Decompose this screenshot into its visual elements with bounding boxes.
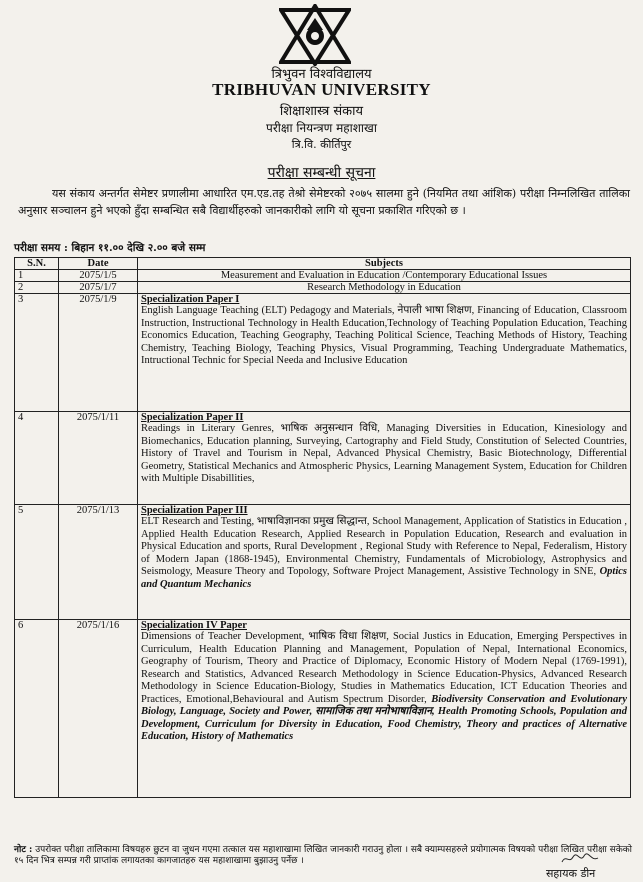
specialization-heading: Specialization IV Paper — [141, 620, 247, 631]
row-sn: 3 — [15, 294, 59, 412]
notice-intro: यस संकाय अन्तर्गत सेमेष्टर प्रणालीमा आधारित एम.एड.तह तेश्रो सेमेष्टरको २०७५ सालमा हुने (नियमित तथा आंशिक) परीक्षा निम्नलिखित तालिका अनुसार सञ्चालन हुने भएको हुँदा सम्बन्धित सबै विद्यार्थीहरुको जानकारीको लागि यो सूचना प्रकाशित गरिएको छ । — [18, 187, 630, 217]
table-row — [15, 505, 631, 620]
notice-title: परीक्षा सम्बन्धी सूचना — [267, 165, 376, 181]
row-subjects-tail: Biodiversity Conservation and Evolutionary Biology, Language, Society and Power, सामाजिक तथा मनोभाषाविज्ञान, Health Promoting Schools, Population and Development, Curriculum for Diversity in Education, Food Chemistry, Theory and practices of Alternative Education, History of Mathematics — [141, 693, 627, 742]
row-date: 2075/1/9 — [59, 294, 138, 412]
row-date: 2075/1/11 — [59, 412, 138, 505]
row-subjects-cell — [138, 620, 631, 798]
row-subjects-cell — [138, 412, 631, 505]
table-row — [15, 412, 631, 505]
row-subjects-cell — [138, 505, 631, 620]
row-subjects: Research Methodology in Education — [138, 282, 631, 294]
faculty-name: शिक्षाशास्त्र संकाय — [279, 104, 364, 119]
university-name-english: TRIBHUVAN UNIVERSITY — [212, 80, 431, 99]
row-sn: 6 — [15, 620, 59, 798]
row-subjects: Dimensions of Teacher Development, भाषिक विधा शिक्षण, Social Justics in Education, Emerging Perspectives in Curriculum, Health Education Planning and Management, Population of Nepal, International Economics, Geography of Tourism, Theory and Practice of Diplomacy, Economic History of Modern Nepal (1769-1991), Research and Statistics, Advanced Research Methodology in Science Education-Physics, Advanced Research Methodology in Science Education-Biology, Studies in Mathematics Education, ICT Education Theories and Practices, Emotional,Behavioural and Autism Spectrum Disorder, — [141, 631, 627, 705]
office-location: त्रि.वि. कीर्तिपुर — [291, 138, 352, 151]
table-header-row — [15, 258, 631, 270]
header-date: Date — [59, 258, 138, 270]
row-date: 2075/1/5 — [59, 270, 138, 282]
row-date: 2075/1/7 — [59, 282, 138, 294]
row-sn: 1 — [15, 270, 59, 282]
row-subjects-body — [141, 516, 627, 591]
footer-note — [14, 845, 634, 867]
header-sn: S.N. — [15, 258, 59, 270]
table-row — [15, 294, 631, 412]
signatory-title: सहायक डीन — [546, 867, 596, 880]
row-sn: 5 — [15, 505, 59, 620]
exam-time: परीक्षा समय : बिहान ११.०० देखि २.०० बजे सम्म — [14, 242, 206, 254]
university-emblem-icon — [279, 4, 351, 66]
specialization-heading: Specialization Paper III — [141, 505, 248, 516]
row-subjects: ELT Research and Testing, भाषाविज्ञानका प्रमुख सिद्धान्त, School Management, Application of Statistics in Education , Applied Health Education Research, Applied Research in Population Education, Research and evaluation in Physical Education and sports, Rural Development , Regional Study with Reference to Nepal, Federalism, History of Modern Japan (1868-1945), Environmental Chemistry, Fundamentals of Microbiology, Astrophysics and Seismology, Measure Theory and Topology, Software Project Management, Assistive Technology in SNE, — [141, 516, 627, 577]
specialization-heading: Specialization Paper II — [141, 412, 244, 423]
row-subjects-body — [141, 631, 627, 744]
note-text: उपरोक्त परीक्षा तालिकामा विषयहरु छुटन वा जुधन गएमा तत्काल यस महाशाखामा लिखित जानकारी गराउनु होला । सबै क्याम्पसहरुले प्रयोगात्मक विषयको परीक्षा लिखित परीक्षा सकेको १५ दिन भित्र सम्पन्न गरी प्राप्तांक लगायतका कागजातहरु यस महाशाखामा बुझाउनु पर्नेछ । — [14, 845, 632, 866]
signature-icon — [560, 852, 600, 866]
table-row — [15, 282, 631, 294]
row-subjects: Measurement and Evaluation in Education /Contemporary Educational Issues — [138, 270, 631, 282]
note-label: नोट : — [14, 845, 33, 855]
specialization-heading: Specialization Paper I — [141, 294, 240, 305]
row-subjects: English Language Teaching (ELT) Pedagogy and Materials, नेपाली भाषा शिक्षण, Financing of Education, Classroom Instruction, Instructional Technology in Health Education,Technology of Teaching Population Education, Teaching Economics Education, Teaching Geography, Teaching Political Science, Teaching Methods of History, Teaching Chemistry, Teaching Biology, Teaching Physics, Visual Programming, Teaching Undergraduate Mathematics, Intructional Technic for Special Needa and Inclusive Education — [141, 305, 627, 366]
row-date: 2075/1/13 — [59, 505, 138, 620]
row-date: 2075/1/16 — [59, 620, 138, 798]
university-name-nepali: त्रिभुवन विश्वविद्यालय — [271, 67, 372, 82]
header-subjects: Subjects — [138, 258, 631, 270]
row-sn: 2 — [15, 282, 59, 294]
row-sn: 4 — [15, 412, 59, 505]
row-subjects: Readings in Literary Genres, भाषिक अनुसन्धान विधि, Managing Diversities in Education, Kinesiology and Biomechanics, Education planning, Surveying, Cartography and Field Study, Constitution of Selected Countries, History of Travel and Tourism in Nepal, Advanced Physical Chemistry, Basic Biotechnology, Differential Geometry, Statistical Mechanics and Atmospheric Physics, Learning Management System, Education for Children with Multiple Disabillities, — [141, 423, 627, 484]
row-subjects-tail: Optics and Quantum Mechanics — [141, 566, 627, 590]
row-subjects-cell — [138, 294, 631, 412]
table-row — [15, 270, 631, 282]
office-name: परीक्षा नियन्त्रण महाशाखा — [266, 121, 377, 135]
exam-schedule-table — [14, 257, 631, 798]
table-row — [15, 620, 631, 798]
